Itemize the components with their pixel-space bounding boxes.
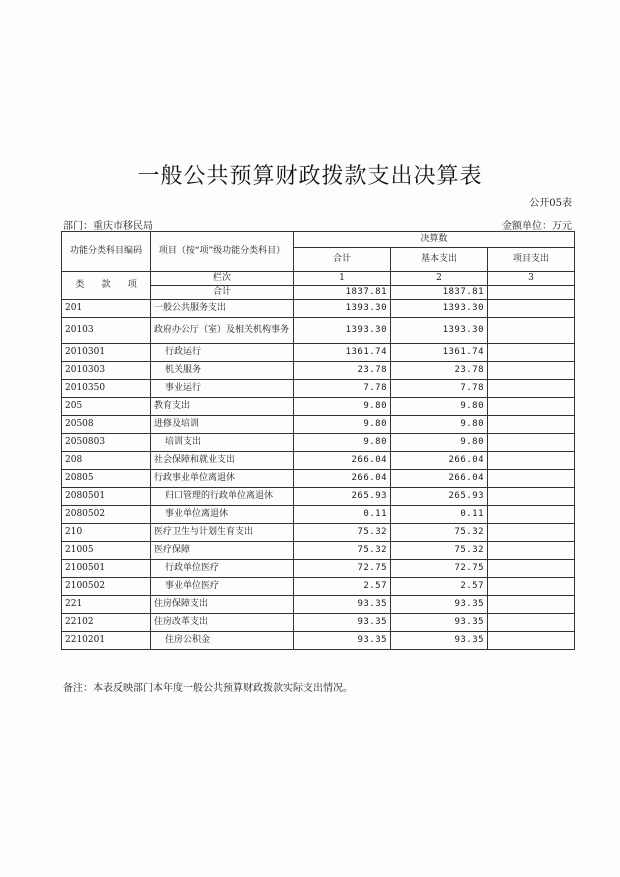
row-project [488,578,575,596]
row-project [488,362,575,380]
row-total: 9.80 [294,398,391,416]
table-row [62,524,575,542]
row-basic: 266.04 [391,470,488,488]
row-code: 201 [62,300,151,318]
header-basic: 基本支出 [391,248,488,272]
row-basic: 23.78 [391,362,488,380]
row-basic: 266.04 [391,452,488,470]
total-basic: 1837.81 [391,286,488,300]
row-code: 21005 [62,542,151,560]
row-total: 72.75 [294,560,391,578]
footnote: 备注：本表反映部门本年度一般公共预算财政拨款实际支出情况。 [63,683,353,694]
row-project [488,560,575,578]
table-row [62,614,575,632]
row-basic: 7.78 [391,380,488,398]
row-basic: 93.35 [391,614,488,632]
row-code: 221 [62,596,151,614]
row-total: 265.93 [294,488,391,506]
row-total: 9.80 [294,416,391,434]
row-code: 208 [62,452,151,470]
row-code: 2010301 [62,344,151,362]
table-row [62,362,575,380]
col-index-1: 1 [294,272,391,286]
row-project [488,488,575,506]
table-row [62,398,575,416]
row-project [488,416,575,434]
row-project [488,632,575,650]
row-basic: 93.35 [391,632,488,650]
row-project [488,614,575,632]
header-kuan: 款 [101,280,111,290]
row-name: 住房改革支出 [151,614,294,632]
row-basic: 9.80 [391,398,488,416]
row-code: 20103 [62,318,151,344]
row-name: 行政运行 [151,344,294,362]
row-code: 2210201 [62,632,151,650]
table-row [62,318,575,344]
table-row [62,560,575,578]
table-row [62,596,575,614]
row-basic: 93.35 [391,596,488,614]
unit-label: 金额单位：万元 [502,221,572,232]
row-total: 0.11 [294,506,391,524]
row-basic: 1393.30 [391,318,488,344]
row-total: 93.35 [294,632,391,650]
row-name: 一般公共服务支出 [151,300,294,318]
row-total: 266.04 [294,452,391,470]
row-code: 20508 [62,416,151,434]
row-name: 医疗保障 [151,542,294,560]
row-name: 事业单位离退休 [151,506,294,524]
row-name: 行政事业单位离退休 [151,470,294,488]
table-row [62,632,575,650]
row-code: 2050803 [62,434,151,452]
table-row [62,344,575,362]
row-code: 2010350 [62,380,151,398]
row-project [488,380,575,398]
row-project [488,434,575,452]
table-row [62,470,575,488]
row-code: 2080502 [62,506,151,524]
header-lei-kuan-xiang [62,272,151,300]
row-total: 1393.30 [294,318,391,344]
header-xiang: 项 [127,280,137,290]
row-basic: 1361.74 [391,344,488,362]
row-total: 7.78 [294,380,391,398]
row-name: 住房保障支出 [151,596,294,614]
table-row [62,380,575,398]
row-basic: 9.80 [391,416,488,434]
table-row [62,416,575,434]
department-label: 部门：重庆市移民局 [63,221,153,232]
row-name: 事业运行 [151,380,294,398]
row-code: 2100502 [62,578,151,596]
row-project [488,452,575,470]
header-lei: 类 [75,280,85,290]
header-item-name: 项目（按“项”级功能分类科目） [151,232,294,272]
table-row [62,300,575,318]
row-project [488,596,575,614]
header-final-accounts: 决算数 [294,232,575,248]
row-total: 1393.30 [294,300,391,318]
row-project [488,542,575,560]
row-basic: 75.32 [391,542,488,560]
row-project [488,470,575,488]
col-index-3: 3 [488,272,575,286]
row-name: 培训支出 [151,434,294,452]
expenditure-table [61,231,575,650]
row-code: 2080501 [62,488,151,506]
total-amount: 1837.81 [294,286,391,300]
row-code: 20805 [62,470,151,488]
row-total: 75.32 [294,542,391,560]
row-total: 23.78 [294,362,391,380]
table-row [62,452,575,470]
row-total: 266.04 [294,470,391,488]
row-name: 政府办公厅（室）及相关机构事务 [151,318,294,344]
row-name: 机关服务 [151,362,294,380]
row-project [488,344,575,362]
row-name: 住房公积金 [151,632,294,650]
row-basic: 75.32 [391,524,488,542]
row-total: 93.35 [294,614,391,632]
table-row [62,578,575,596]
row-name: 社会保障和就业支出 [151,452,294,470]
header-total: 合计 [294,248,391,272]
row-basic: 9.80 [391,434,488,452]
row-project [488,398,575,416]
header-project: 项目支出 [488,248,575,272]
col-index-2: 2 [391,272,488,286]
row-total: 93.35 [294,596,391,614]
page-title: 一般公共预算财政拨款支出决算表 [137,164,483,189]
row-total: 75.32 [294,524,391,542]
row-code: 210 [62,524,151,542]
row-basic: 0.11 [391,506,488,524]
form-code: 公开05表 [529,198,572,209]
row-total: 1361.74 [294,344,391,362]
row-code: 22102 [62,614,151,632]
row-project [488,506,575,524]
total-label: 合计 [151,286,294,300]
row-name: 进修及培训 [151,416,294,434]
row-basic: 72.75 [391,560,488,578]
row-name: 归口管理的行政单位离退休 [151,488,294,506]
row-name: 事业单位医疗 [151,578,294,596]
table-row [62,488,575,506]
row-project [488,318,575,344]
row-name: 行政单位医疗 [151,560,294,578]
row-total: 9.80 [294,434,391,452]
row-basic: 265.93 [391,488,488,506]
row-basic: 2.57 [391,578,488,596]
row-project [488,524,575,542]
row-code: 205 [62,398,151,416]
row-project [488,300,575,318]
row-code: 2100501 [62,560,151,578]
row-total: 2.57 [294,578,391,596]
header-lanci: 栏次 [151,272,294,286]
table-row [62,434,575,452]
row-name: 教育支出 [151,398,294,416]
table-row [62,506,575,524]
row-basic: 1393.30 [391,300,488,318]
table-row [62,542,575,560]
row-code: 2010303 [62,362,151,380]
header-func-code: 功能分类科目编码 [62,232,151,272]
row-name: 医疗卫生与计划生育支出 [151,524,294,542]
total-project [488,286,575,300]
